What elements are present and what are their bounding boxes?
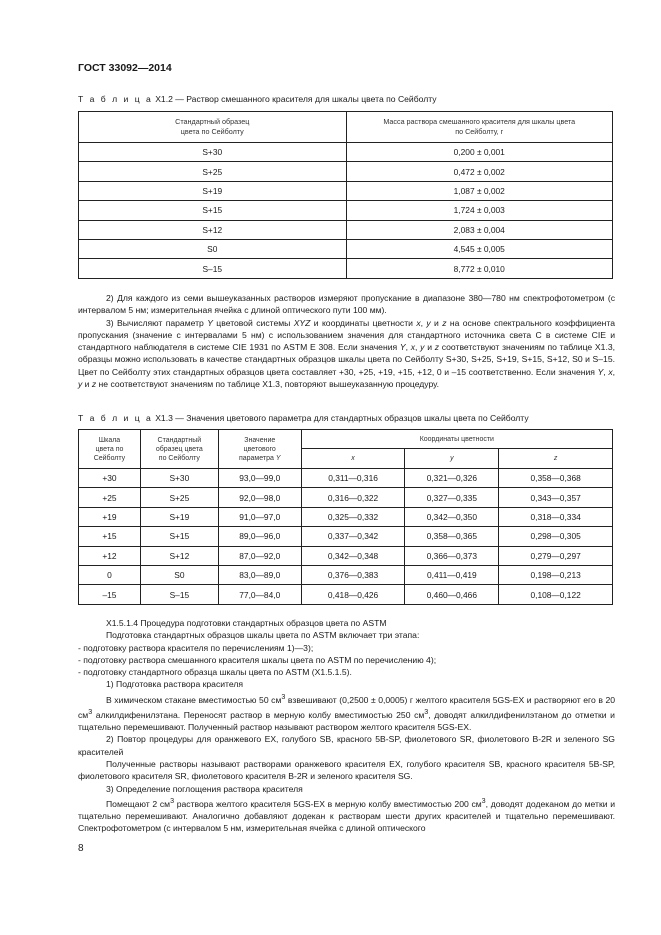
table-row — [79, 469, 613, 488]
table3-caption-prefix: Т а б л и ц а — [78, 413, 153, 423]
table-cell: 0,358—0,365 — [405, 527, 499, 546]
table-cell: S+25 — [140, 488, 218, 507]
table-cell: 0 — [79, 565, 141, 584]
table-row — [79, 488, 613, 507]
table-cell: 0,321—0,326 — [405, 469, 499, 488]
table-cell: 0,418—0,426 — [301, 585, 405, 604]
table-cell: 0,327—0,335 — [405, 488, 499, 507]
table-cell: 83,0—89,0 — [218, 565, 301, 584]
table-cell: 0,198—0,213 — [499, 565, 613, 584]
table3-header-sample: Стандартный образец цвета по Сейболту — [140, 430, 218, 469]
table-cell: 0,342—0,348 — [301, 546, 405, 565]
table-cell: +12 — [79, 546, 141, 565]
table2-caption — [78, 94, 437, 104]
table-row — [79, 162, 613, 181]
table3-header-coordinates: Координаты цветности — [301, 430, 612, 449]
table-row — [79, 585, 613, 604]
table-cell: 0,343—0,357 — [499, 488, 613, 507]
table-cell: 0,279—0,297 — [499, 546, 613, 565]
table-cell: 0,318—0,334 — [499, 507, 613, 526]
table-cell: +15 — [79, 527, 141, 546]
table-cell: 89,0—96,0 — [218, 527, 301, 546]
table-row — [79, 546, 613, 565]
table-cell: S+12 — [79, 220, 347, 239]
table-cell: 0,366—0,373 — [405, 546, 499, 565]
table-row — [79, 259, 613, 278]
paragraph-step-2: 2) Для каждого из семи вышеуказанных растворов измеряют пропускание в диапазоне 380—780 нм спектрофотометром (с интервалом 5 нм; измерительная ячейка с длиной оптического пути 100 мм). — [78, 293, 615, 316]
table-row — [79, 220, 613, 239]
table-row — [79, 507, 613, 526]
table3-caption — [78, 413, 529, 423]
table-row — [79, 181, 613, 200]
table-cell: S–15 — [79, 259, 347, 278]
page-number: 8 — [78, 843, 84, 854]
table2-header-mass: Масса раствора смешанного красителя для шкалы цвета по Сейболту, г — [346, 112, 613, 143]
table3-header-z: z — [499, 449, 613, 469]
table-cell: 0,472 ± 0,002 — [346, 162, 613, 181]
table-cell: +25 — [79, 488, 141, 507]
subheading-step-3: 3) Определение поглощения раствора красителя — [106, 783, 303, 794]
table-cell: 0,460—0,466 — [405, 585, 499, 604]
paragraph-results: Полученные растворы называют растворами оранжевого красителя EX, голубого красителя SB, красного красителя 5B-SP, фиолетового красителя SR, фиолетового красителя B-2R и зеленого красителя SG. — [78, 758, 615, 782]
paragraph-step-2: 2) Повтор процедуры для оранжевого EX, голубого SB, красного 5B-SP, фиолетового SR, фиолетового B-2R и зеленого SG красителей — [78, 734, 615, 757]
table-cell: 93,0—99,0 — [218, 469, 301, 488]
table-cell: 0,376—0,383 — [301, 565, 405, 584]
table-cell: 0,358—0,368 — [499, 469, 613, 488]
table-cell: +19 — [79, 507, 141, 526]
table-cell: –15 — [79, 585, 141, 604]
paragraph-step-3: Помещают 2 $см^3$ раствора желтого красителя 5GS-EX в мерную колбу вместимостью 200 $см^3$, доводят додеканом до метки и тщательно перемешивают. Аналогично добавляют додекан к растворам шести других красителей и тщательно перемешивают. Спектрофотометром (с интервалом 5 нм, измерительная ячейка с длиной оптического — [78, 796, 615, 834]
table-cell: S–15 — [140, 585, 218, 604]
paragraph-step-1: В химическом стакане вместимостью 50 $см^3$ взвешивают (0,2500 ± 0,0005) г желтого красителя 5GS-EX и растворяют его в 20 $см^3$ алкилдифенилэтана. Переносят раствор в мерную колбу вместимостью 250 $см^3$, доводят алкилдифенилэтаном до отметки и тщательно перемешивают. Полученный раствор называют раствором желтого красителя 5GS-EX. — [78, 692, 616, 733]
table-cell: S+15 — [140, 527, 218, 546]
paragraph-intro: Подготовка стандартных образцов шкалы цвета по ASTM включает три этапа: — [106, 630, 420, 641]
table-row — [79, 239, 613, 258]
table-cell: S+19 — [140, 507, 218, 526]
table-cell: 0,298—0,305 — [499, 527, 613, 546]
procedure-text-block-1 — [78, 292, 615, 390]
table-cell: 2,083 ± 0,004 — [346, 220, 613, 239]
table-cell: 1,724 ± 0,003 — [346, 201, 613, 220]
table-cell: 0,411—0,419 — [405, 565, 499, 584]
procedure-text-block-2 — [78, 617, 615, 835]
list-item: - подготовку раствора красителя по перечислениям 1)—3); — [78, 642, 314, 653]
table-cell: 0,108—0,122 — [499, 585, 613, 604]
table2-caption-text: X1.2 — Раствор смешанного красителя для шкалы цвета по Сейболту — [155, 94, 437, 104]
table-cell: 0,316—0,322 — [301, 488, 405, 507]
paragraph-step-3: 3) Вычисляют параметр Y цветовой системы XYZ и координаты цветности x, y и z на основе спектрального коэффициента пропускания (значение с интервалами 5 нм) с использованием значения для стандартного источника света С в системе CIE и стандартного наблюдателя в системе CIE 1931 по ASTM E 308. Если значения Y, x, y и z соответствуют значениям по таблице X1.3, образцы можно использовать в качестве стандартных образцов шкалы цвета по Сейболту S+30, S+25, S+19, S+15, S+12, S0 и S–15. Цвет по Сейболту этих стандартных образцов цвета составляет +30, +25, +19, +15, +12, 0 и –15 соответственно. Если значения Y, x, y и z не соответствуют значениям по таблице X1.3, повторяют вышеуказанную процедуру. — [78, 317, 616, 390]
table-cell: 8,772 ± 0,010 — [346, 259, 613, 278]
table-cell: 0,337—0,342 — [301, 527, 405, 546]
table-cell: 92,0—98,0 — [218, 488, 301, 507]
table3-header-scale: Шкала цвета по Сейболту — [79, 430, 141, 469]
table-cell: 77,0—84,0 — [218, 585, 301, 604]
table-cell: 1,087 ± 0,002 — [346, 181, 613, 200]
table-row — [79, 527, 613, 546]
table-cell: S+19 — [79, 181, 347, 200]
table-cell: S0 — [79, 239, 347, 258]
table-cell: 0,342—0,350 — [405, 507, 499, 526]
table2-caption-prefix: Т а б л и ц а — [78, 94, 153, 104]
list-item: - подготовку раствора смешанного красителя шкалы цвета по ASTM по перечислению 4); — [78, 654, 437, 665]
list-item: - подготовку стандартного образца шкалы цвета по ASTM (X1.5.1.5). — [78, 667, 352, 678]
table-cell: 87,0—92,0 — [218, 546, 301, 565]
table-cell: S+30 — [140, 469, 218, 488]
table-cell: S+12 — [140, 546, 218, 565]
table-cell: 0,200 ± 0,001 — [346, 143, 613, 162]
table-x1-2 — [78, 111, 613, 279]
table-cell: S+15 — [79, 201, 347, 220]
table-row — [79, 565, 613, 584]
table-cell: 91,0—97,0 — [218, 507, 301, 526]
table3-caption-text: X1.3 — Значения цветового параметра для стандартных образцов шкалы цвета по Сейболту — [155, 413, 529, 423]
standard-header: ГОСТ 33092—2014 — [78, 62, 172, 74]
table3-header-y: y — [405, 449, 499, 469]
table-cell: 4,545 ± 0,005 — [346, 239, 613, 258]
table3-header-x: x — [301, 449, 405, 469]
table-cell: S0 — [140, 565, 218, 584]
table-cell: 0,311—0,316 — [301, 469, 405, 488]
table-row — [79, 143, 613, 162]
table3-header-parameter: Значение цветового параметра Y — [218, 430, 301, 469]
table-cell: +30 — [79, 469, 141, 488]
table-cell: 0,325—0,332 — [301, 507, 405, 526]
table-row — [79, 201, 613, 220]
subheading-step-1: 1) Подготовка раствора красителя — [106, 679, 244, 690]
table-x1-3 — [78, 429, 613, 605]
table-cell: S+25 — [79, 162, 347, 181]
table2-header-sample: Стандартный образец цвета по Сейболту — [79, 112, 347, 143]
section-heading: X1.5.1.4 Процедура подготовки стандартных образцов цвета по ASTM — [106, 618, 387, 628]
table-cell: S+30 — [79, 143, 347, 162]
